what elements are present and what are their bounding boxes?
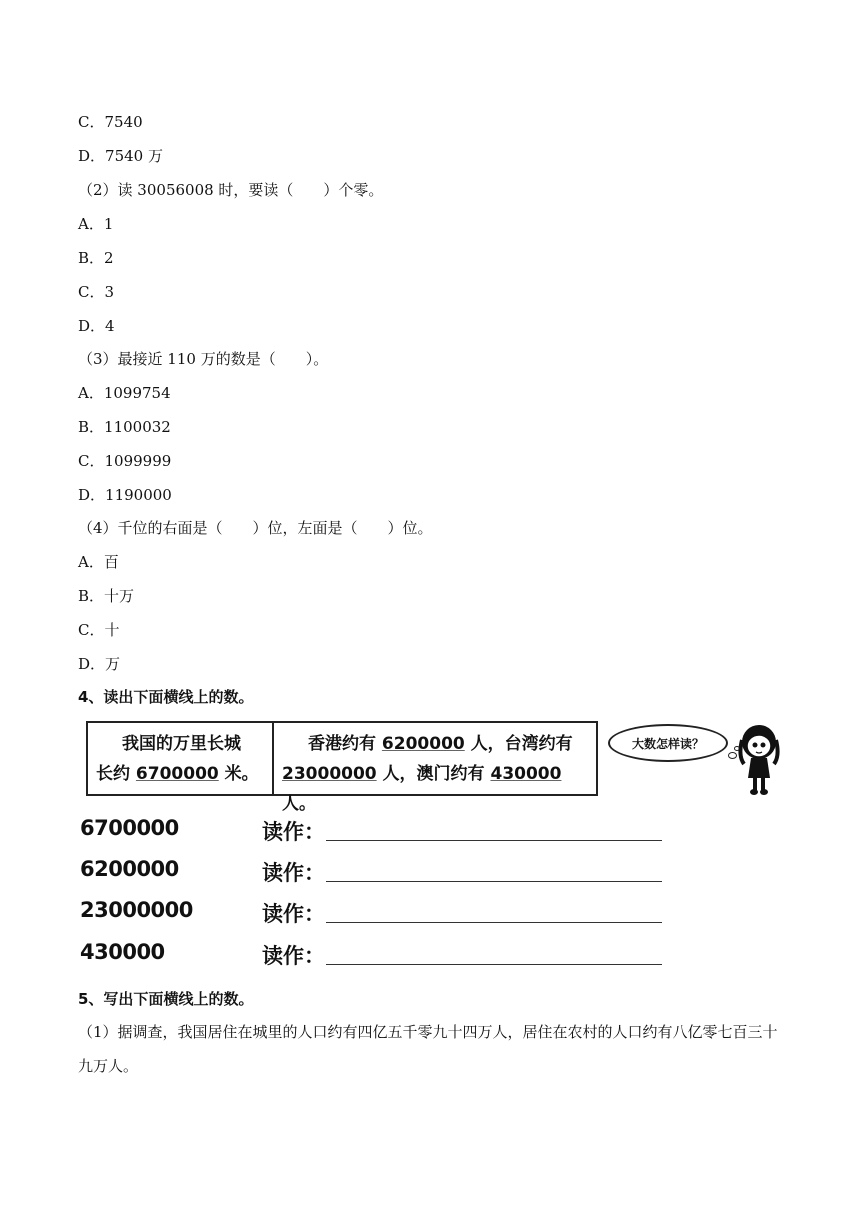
option-d: D．万 [78,655,121,673]
answer-blank[interactable] [326,840,662,841]
option-a: A．1 [78,215,114,233]
option-a: A．百 [78,553,119,571]
cell-line: 23000000 人，澳门约有 430000 人。 [282,764,562,814]
option-b: B．十万 [78,587,135,605]
option-c: C．十 [78,621,120,639]
question-4-stem: （4）千位的右面是（ ）位，左面是（ ）位。 [78,519,433,537]
underlined-number: 430000 [490,764,562,784]
option-d: D．1190000 [78,486,172,504]
question-3-stem: （3）最接近 110 万的数是（ ）。 [78,350,329,368]
underlined-number: 6700000 [135,764,219,784]
speech-bubble: 大数怎样读？ [608,724,728,762]
option-d: D．7540 万 [78,147,163,165]
read-number: 6700000 [80,816,179,840]
cell-line: 我国的万里长城 [122,734,241,754]
section-5-heading: 5、写出下面横线上的数。 [78,990,254,1008]
info-table [86,721,598,814]
option-b: B．2 [78,249,114,267]
option-c: C．1099999 [78,452,172,470]
read-row [80,898,680,932]
table-cell-population [274,723,596,814]
read-label: 读作： [262,944,325,968]
answer-blank[interactable] [326,881,662,882]
read-label: 读作： [262,820,325,844]
option-d: D．4 [78,317,115,335]
cartoon-girl-icon [734,722,784,798]
option-c: C．3 [78,283,115,301]
question-2-stem: （2）读 30056008 时，要读（ ）个零。 [78,181,384,199]
answer-blank[interactable] [326,922,662,923]
underlined-number: 23000000 [282,764,377,784]
read-label: 读作： [262,902,325,926]
underlined-number: 6200000 [381,734,465,754]
read-number: 6200000 [80,857,179,881]
read-row [80,816,680,850]
option-b: B．1100032 [78,418,171,436]
cell-line: 香港约有 6200000 人，台湾约有 [308,734,573,754]
cell-line: 长约 6700000 米。 [96,764,259,784]
read-row [80,857,680,891]
read-number: 23000000 [80,898,193,922]
read-number: 430000 [80,940,165,964]
table-cell-great-wall [88,723,274,794]
read-label: 读作： [262,861,325,885]
section-4-heading: 4、读出下面横线上的数。 [78,688,254,706]
option-a: A．1099754 [78,384,171,402]
answer-blank[interactable] [326,964,662,965]
read-row [80,940,680,974]
section-5-paragraph: （1）据调查，我国居住在城里的人口约有四亿五千零九十四万人，居住在农村的人口约有八亿零七百三十九万人。 [78,1023,778,1075]
option-c: C．7540 [78,113,143,131]
